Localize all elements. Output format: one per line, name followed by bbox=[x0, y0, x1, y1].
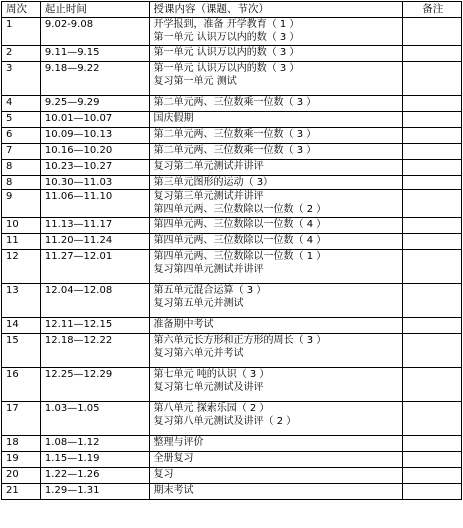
cell-content bbox=[149, 484, 402, 500]
cell-content bbox=[149, 318, 402, 334]
cell-note bbox=[402, 62, 461, 96]
content-line: 第三单元图形的运动（ 3） bbox=[153, 177, 274, 188]
cell-note bbox=[402, 484, 461, 500]
cell-time: 9.25—9.29 bbox=[40, 96, 149, 112]
cell-note bbox=[402, 218, 461, 234]
content-line: 第一单元 认识万以内的数（ 3 ） bbox=[153, 47, 300, 58]
cell-note bbox=[402, 144, 461, 160]
cell-note bbox=[402, 468, 461, 484]
cell-week: 8 bbox=[2, 160, 41, 176]
cell-time: 9.18—9.22 bbox=[40, 62, 149, 96]
table-row bbox=[2, 128, 462, 144]
content-line: 第二单元两、三位数乘一位数（ 3 ） bbox=[153, 97, 317, 108]
cell-week: 12 bbox=[2, 250, 41, 284]
table-row bbox=[2, 250, 462, 284]
table-row bbox=[2, 96, 462, 112]
cell-week: 15 bbox=[2, 334, 41, 368]
content-line: 第四单元两、三位数除以一位数（ 2 ） bbox=[153, 204, 327, 215]
table-row bbox=[2, 368, 462, 402]
header-time: 起止时间 bbox=[40, 2, 149, 18]
table-row bbox=[2, 402, 462, 436]
cell-time: 1.29—1.31 bbox=[40, 484, 149, 500]
cell-week: 21 bbox=[2, 484, 41, 500]
cell-content bbox=[149, 46, 402, 62]
cell-content bbox=[149, 128, 402, 144]
cell-week: 8 bbox=[2, 176, 41, 190]
cell-week: 17 bbox=[2, 402, 41, 436]
content-line: 第四单元两、三位数除以一位数（ 4 ） bbox=[153, 219, 327, 230]
table-row bbox=[2, 176, 462, 190]
content-line: 第二单元两、三位数乘一位数（ 3 ） bbox=[153, 145, 317, 156]
content-line: 第一单元 认识万以内的数（ 3 ） bbox=[153, 63, 300, 74]
cell-content bbox=[149, 452, 402, 468]
cell-week: 5 bbox=[2, 112, 41, 128]
cell-content bbox=[149, 160, 402, 176]
cell-week: 11 bbox=[2, 234, 41, 250]
cell-time: 12.04—12.08 bbox=[40, 284, 149, 318]
cell-time: 9.11—9.15 bbox=[40, 46, 149, 62]
content-line: 第四单元两、三位数除以一位数（ 1 ） bbox=[153, 251, 327, 262]
table-header-row bbox=[2, 2, 462, 18]
content-line: 准备期中考试 bbox=[153, 319, 214, 330]
cell-time: 10.16—10.20 bbox=[40, 144, 149, 160]
table-row bbox=[2, 144, 462, 160]
cell-content bbox=[149, 112, 402, 128]
cell-content bbox=[149, 334, 402, 368]
content-line: 第八单元 探索乐园（ 2 ） bbox=[153, 403, 270, 414]
table-row bbox=[2, 160, 462, 176]
table-row bbox=[2, 284, 462, 318]
cell-week: 9 bbox=[2, 190, 41, 218]
cell-week: 10 bbox=[2, 218, 41, 234]
content-line: 复习第一单元 测试 bbox=[153, 76, 237, 87]
cell-note bbox=[402, 46, 461, 62]
cell-time: 9.02-9.08 bbox=[40, 18, 149, 46]
table-row bbox=[2, 234, 462, 250]
cell-week: 18 bbox=[2, 436, 41, 452]
content-line: 复习 bbox=[153, 469, 174, 480]
content-line: 第二单元两、三位数乘一位数（ 3 ） bbox=[153, 129, 317, 140]
content-line: 期末考试 bbox=[153, 485, 194, 496]
table-row bbox=[2, 46, 462, 62]
content-line: 复习第四单元测试并讲评 bbox=[153, 264, 264, 275]
cell-time: 12.18—12.22 bbox=[40, 334, 149, 368]
table-row bbox=[2, 112, 462, 128]
content-line: 复习第二单元测试并讲评 bbox=[153, 161, 264, 172]
cell-note bbox=[402, 318, 461, 334]
cell-content bbox=[149, 96, 402, 112]
content-line: 复习第五单元并测试 bbox=[153, 298, 244, 309]
table-row bbox=[2, 18, 462, 46]
cell-note bbox=[402, 160, 461, 176]
table-row bbox=[2, 318, 462, 334]
cell-note bbox=[402, 96, 461, 112]
cell-note bbox=[402, 368, 461, 402]
header-note: 备注 bbox=[402, 2, 461, 18]
cell-content bbox=[149, 144, 402, 160]
content-line: 整理与评价 bbox=[153, 437, 204, 448]
cell-time: 10.30—11.03 bbox=[40, 176, 149, 190]
content-line: 第五单元混合运算（ 3 ） bbox=[153, 285, 267, 296]
cell-note bbox=[402, 112, 461, 128]
cell-content bbox=[149, 190, 402, 218]
cell-content bbox=[149, 250, 402, 284]
cell-content bbox=[149, 218, 402, 234]
table-row bbox=[2, 190, 462, 218]
cell-time: 11.06—11.10 bbox=[40, 190, 149, 218]
table-row bbox=[2, 62, 462, 96]
cell-time: 12.25—12.29 bbox=[40, 368, 149, 402]
table-row bbox=[2, 484, 462, 500]
cell-content bbox=[149, 234, 402, 250]
cell-note bbox=[402, 128, 461, 144]
cell-week: 4 bbox=[2, 96, 41, 112]
cell-week: 14 bbox=[2, 318, 41, 334]
cell-time: 11.27—12.01 bbox=[40, 250, 149, 284]
content-line: 第七单元 吨的认识（ 3 ） bbox=[153, 369, 270, 380]
cell-content bbox=[149, 436, 402, 452]
cell-time: 11.13—11.17 bbox=[40, 218, 149, 234]
cell-note bbox=[402, 234, 461, 250]
content-line: 全册复习 bbox=[153, 453, 194, 464]
cell-note bbox=[402, 18, 461, 46]
cell-content bbox=[149, 402, 402, 436]
cell-week: 19 bbox=[2, 452, 41, 468]
cell-note bbox=[402, 452, 461, 468]
cell-week: 3 bbox=[2, 62, 41, 96]
content-line: 复习第六单元并考试 bbox=[153, 348, 244, 359]
cell-content bbox=[149, 18, 402, 46]
cell-content bbox=[149, 368, 402, 402]
cell-note bbox=[402, 402, 461, 436]
cell-note bbox=[402, 334, 461, 368]
cell-note bbox=[402, 436, 461, 452]
content-line: 复习第三单元测试并讲评 bbox=[153, 191, 264, 202]
cell-note bbox=[402, 176, 461, 190]
content-line: 第一单元 认识万以内的数（ 3 ） bbox=[153, 32, 300, 43]
cell-time: 1.15—1.19 bbox=[40, 452, 149, 468]
table-row bbox=[2, 436, 462, 452]
cell-time: 11.20—11.24 bbox=[40, 234, 149, 250]
table-row bbox=[2, 452, 462, 468]
cell-content bbox=[149, 284, 402, 318]
cell-time: 10.01—10.07 bbox=[40, 112, 149, 128]
cell-week: 6 bbox=[2, 128, 41, 144]
cell-week: 13 bbox=[2, 284, 41, 318]
table-body bbox=[2, 18, 462, 500]
teaching-schedule-table bbox=[1, 1, 462, 500]
cell-content bbox=[149, 176, 402, 190]
cell-content bbox=[149, 468, 402, 484]
table-row bbox=[2, 468, 462, 484]
cell-time: 1.03—1.05 bbox=[40, 402, 149, 436]
cell-time: 1.22—1.26 bbox=[40, 468, 149, 484]
cell-time: 12.11—12.15 bbox=[40, 318, 149, 334]
table-row bbox=[2, 334, 462, 368]
content-line: 复习第八单元测试及讲评（ 2 ） bbox=[153, 416, 297, 427]
content-line: 开学报到，准备 开学教育（ 1 ） bbox=[153, 19, 300, 30]
cell-time: 1.08—1.12 bbox=[40, 436, 149, 452]
cell-week: 1 bbox=[2, 18, 41, 46]
cell-note bbox=[402, 284, 461, 318]
cell-week: 2 bbox=[2, 46, 41, 62]
cell-note bbox=[402, 190, 461, 218]
cell-time: 10.09—10.13 bbox=[40, 128, 149, 144]
cell-week: 7 bbox=[2, 144, 41, 160]
table-row bbox=[2, 218, 462, 234]
cell-week: 20 bbox=[2, 468, 41, 484]
cell-time: 10.23—10.27 bbox=[40, 160, 149, 176]
cell-content bbox=[149, 62, 402, 96]
content-line: 国庆假期 bbox=[153, 113, 194, 124]
cell-week: 16 bbox=[2, 368, 41, 402]
cell-note bbox=[402, 250, 461, 284]
content-line: 第六单元长方形和正方形的周长（ 3 ） bbox=[153, 335, 327, 346]
header-week: 周次 bbox=[2, 2, 41, 18]
content-line: 第四单元两、三位数除以一位数（ 4 ） bbox=[153, 235, 327, 246]
header-content: 授课内容（课题、节次） bbox=[149, 2, 402, 18]
content-line: 复习第七单元测试及讲评 bbox=[153, 382, 264, 393]
